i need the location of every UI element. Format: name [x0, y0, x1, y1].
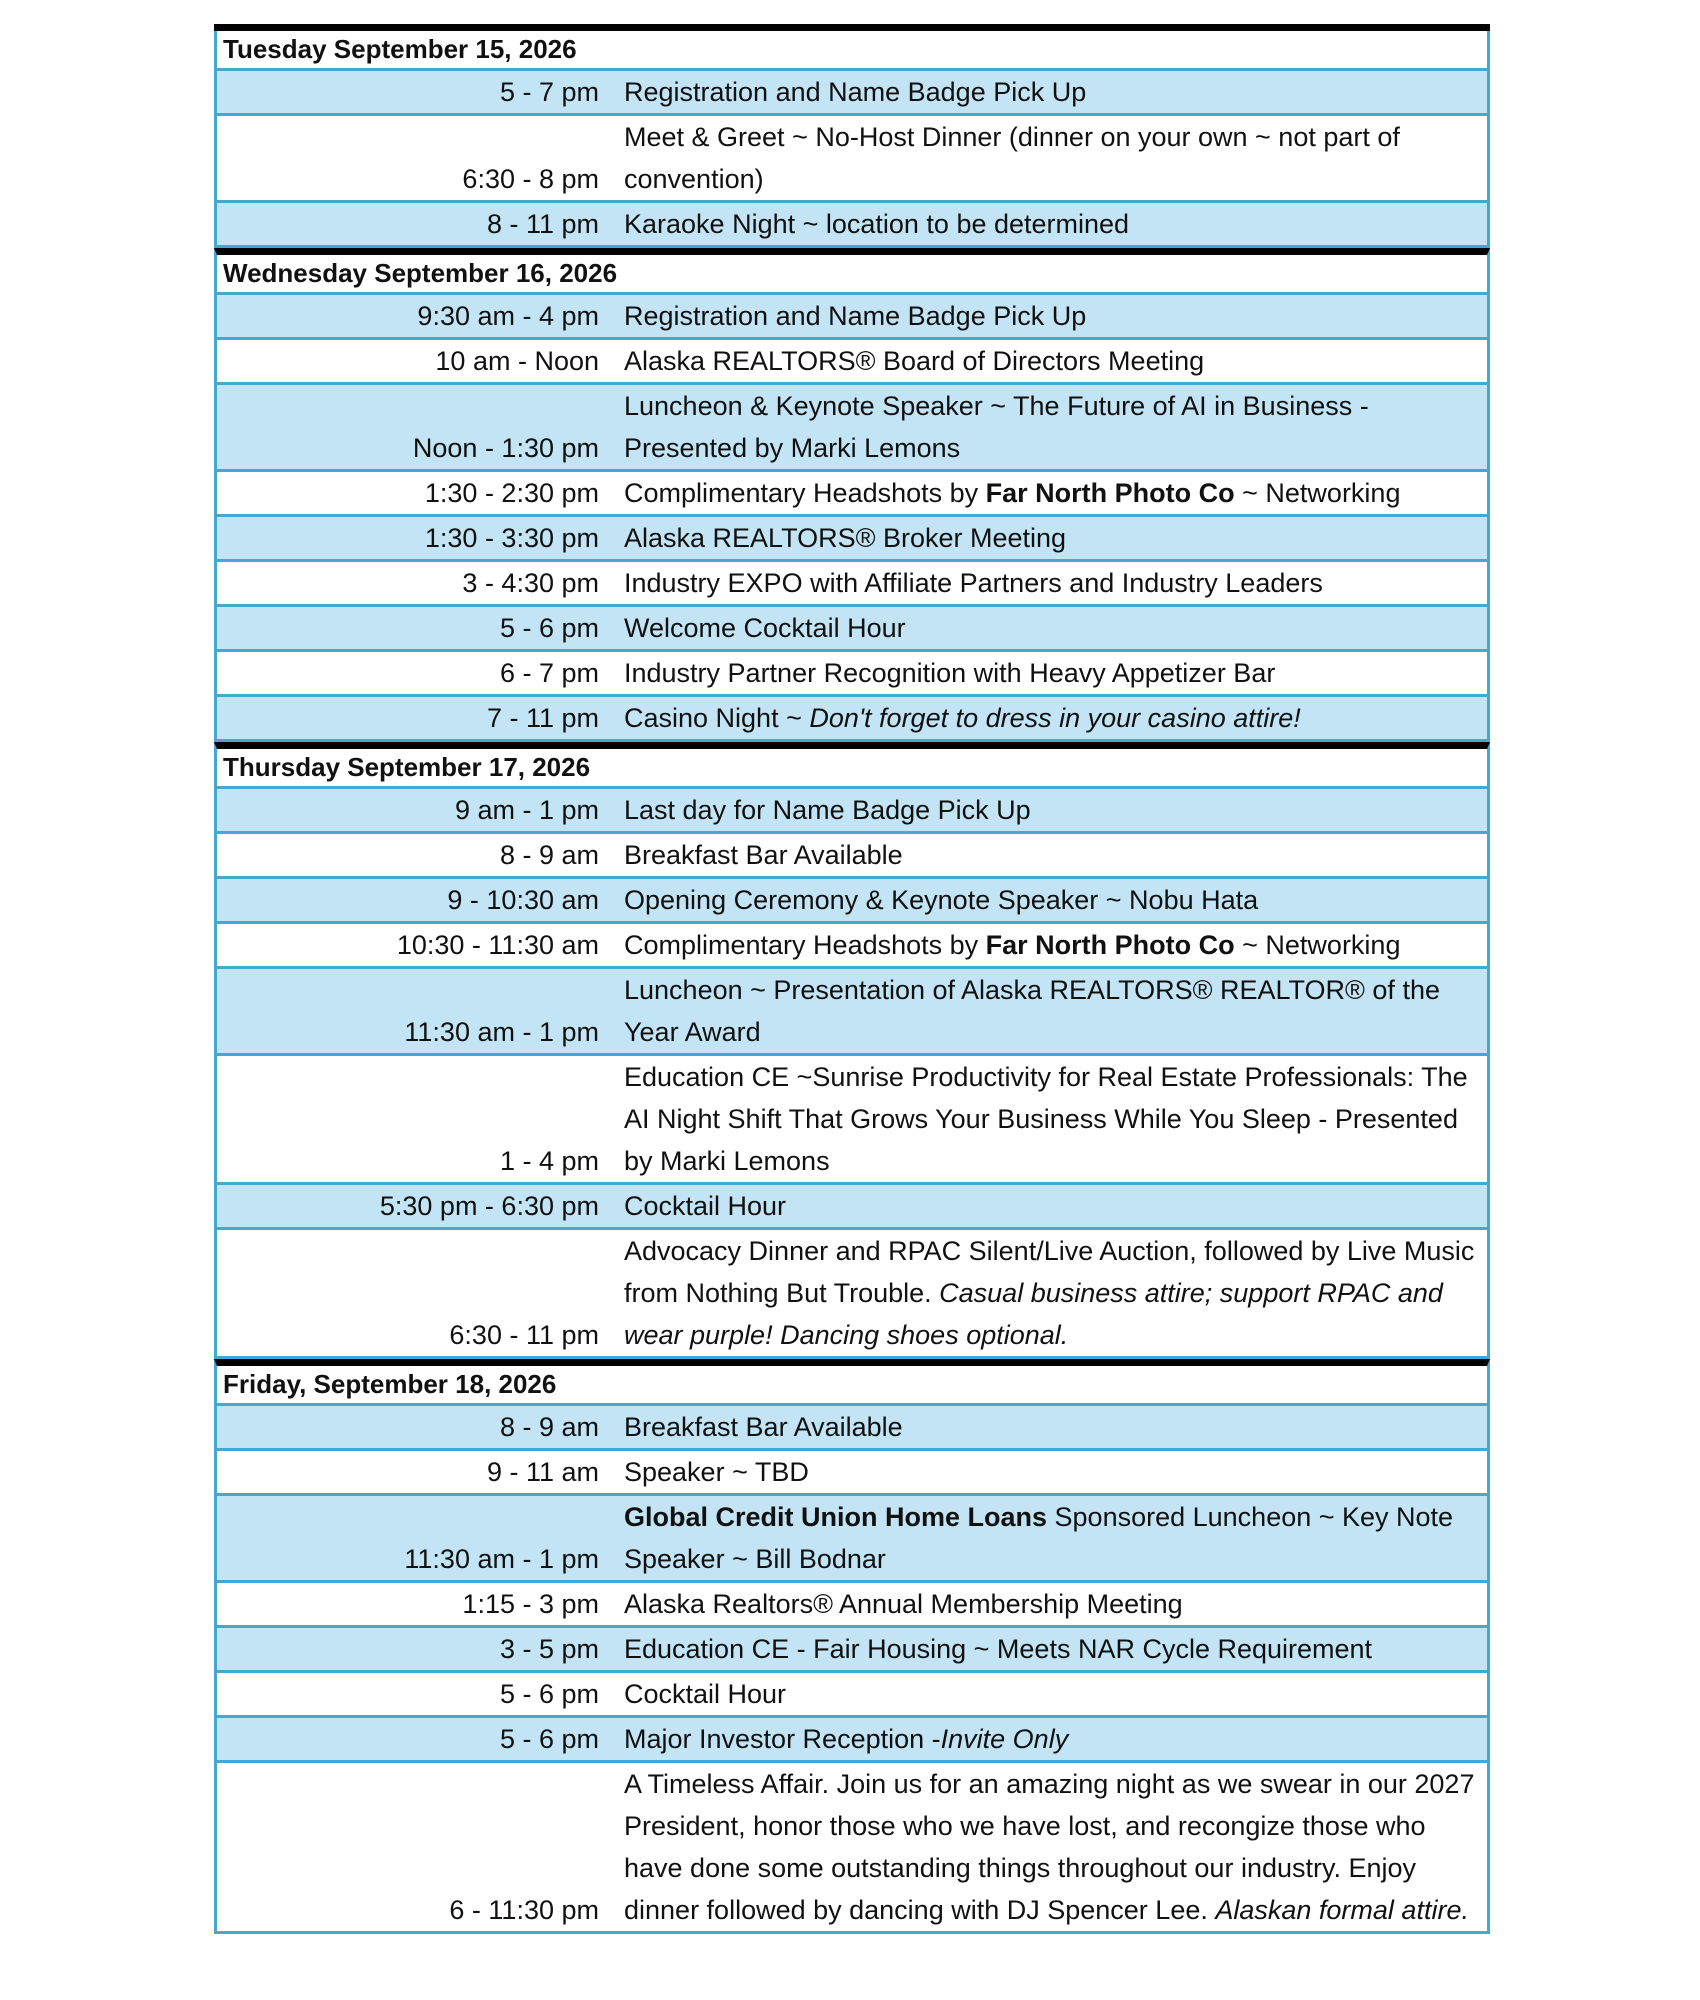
event-time: 8 - 9 am — [499, 1412, 599, 1442]
bold-text: Far North Photo Co — [985, 930, 1235, 960]
event-text: ~ Networking — [1234, 478, 1401, 508]
event-description — [624, 879, 1487, 921]
event-time: 9 - 10:30 am — [447, 885, 599, 915]
event-text: Alaska Realtors® Annual Membership Meeting — [624, 1589, 1183, 1619]
schedule-row — [217, 1670, 1487, 1715]
schedule-row — [217, 1760, 1487, 1934]
event-time: 7 - 11 pm — [486, 703, 599, 733]
schedule-row — [217, 469, 1487, 514]
event-time: 1:15 - 3 pm — [462, 1589, 599, 1619]
event-time: 1:30 - 2:30 pm — [424, 478, 599, 508]
event-time: 9:30 am - 4 pm — [417, 301, 599, 331]
schedule-row — [217, 559, 1487, 604]
event-time: 5 - 6 pm — [499, 1724, 599, 1754]
schedule-row — [217, 1227, 1487, 1359]
event-description — [624, 1673, 1487, 1715]
bold-text: Far North Photo Co — [985, 478, 1235, 508]
event-text: Last day for Name Badge Pick Up — [624, 795, 1031, 825]
event-text: Breakfast Bar Available — [624, 840, 903, 870]
day-section — [214, 31, 1490, 248]
event-text: Meet & Greet ~ No-Host Dinner (dinner on your own ~ not part of convention) — [624, 122, 1400, 194]
event-time: 3 - 5 pm — [499, 1634, 599, 1664]
day-header: Wednesday September 16, 2026 — [217, 255, 1487, 292]
event-description — [624, 295, 1487, 337]
schedule-row — [217, 1580, 1487, 1625]
event-description — [624, 562, 1487, 604]
event-description — [624, 1496, 1487, 1580]
schedule-row — [217, 1625, 1487, 1670]
schedule-row — [217, 694, 1487, 742]
event-description — [624, 340, 1487, 382]
event-time: 9 - 11 am — [486, 1457, 599, 1487]
schedule-row — [217, 113, 1487, 200]
event-time: 1 - 4 pm — [499, 1146, 599, 1176]
schedule-row — [217, 876, 1487, 921]
event-text: Breakfast Bar Available — [624, 1412, 903, 1442]
schedule-row — [217, 337, 1487, 382]
day-section — [214, 248, 1490, 742]
event-description — [624, 1763, 1487, 1931]
event-time: 10 am - Noon — [435, 346, 599, 376]
event-description — [624, 385, 1487, 469]
event-description — [624, 517, 1487, 559]
event-description — [624, 203, 1487, 245]
event-time: 3 - 4:30 pm — [462, 568, 599, 598]
schedule-row — [217, 200, 1487, 248]
event-text: Complimentary Headshots by — [624, 930, 986, 960]
event-time: 6:30 - 8 pm — [462, 164, 599, 194]
event-text: Sponsored Luncheon ~ Key Note Speaker ~ Bill Bodnar — [624, 1502, 1454, 1574]
event-text: A Timeless Affair. Join us for an amazing night as we swear in our 2027 President, honor those who we have lost, and recongize those who have done some outstanding things throughout our industry. Enjoy dinner followed by dancing with DJ Spencer Lee. — [624, 1769, 1475, 1925]
event-text: Cocktail Hour — [624, 1191, 787, 1221]
event-time: 8 - 9 am — [499, 840, 599, 870]
event-description — [624, 472, 1487, 514]
event-text: Industry EXPO with Affiliate Partners and Industry Leaders — [624, 568, 1323, 598]
event-text: Alaska REALTORS® Board of Directors Meeting — [624, 346, 1205, 376]
event-time: 11:30 am - 1 pm — [404, 1544, 599, 1574]
schedule-row — [217, 604, 1487, 649]
event-description — [624, 652, 1487, 694]
event-text: Karaoke Night ~ location to be determined — [624, 209, 1130, 239]
event-description — [624, 1185, 1487, 1227]
event-time: 5 - 6 pm — [499, 613, 599, 643]
event-time: 6 - 7 pm — [499, 658, 599, 688]
schedule-row — [217, 649, 1487, 694]
day-header: Tuesday September 15, 2026 — [217, 31, 1487, 68]
event-time: 5:30 pm - 6:30 pm — [379, 1191, 599, 1221]
event-text: Education CE ~Sunrise Productivity for Real Estate Professionals: The AI Night Shift That Grows Your Business While You Sleep - Presented by Marki Lemons — [624, 1062, 1468, 1176]
schedule-row — [217, 966, 1487, 1053]
event-description — [624, 1451, 1487, 1493]
day-section — [214, 742, 1490, 1359]
event-text: Cocktail Hour — [624, 1679, 787, 1709]
schedule-row — [217, 1182, 1487, 1227]
event-time: 11:30 am - 1 pm — [404, 1017, 599, 1047]
event-description — [624, 1056, 1487, 1182]
event-text: Casino Night ~ — [624, 703, 810, 733]
event-description — [624, 1230, 1487, 1356]
event-description — [624, 924, 1487, 966]
bold-text: Global Credit Union Home Loans — [624, 1502, 1048, 1532]
event-description — [624, 834, 1487, 876]
event-time: 10:30 - 11:30 am — [396, 930, 599, 960]
event-description — [624, 1628, 1487, 1670]
event-description — [624, 71, 1487, 113]
italic-text: Invite Only — [940, 1724, 1069, 1754]
schedule-row — [217, 1448, 1487, 1493]
event-description — [624, 116, 1487, 200]
event-time: Noon - 1:30 pm — [412, 433, 599, 463]
event-description — [624, 789, 1487, 831]
event-time: 6 - 11:30 pm — [449, 1895, 599, 1925]
schedule-row — [217, 514, 1487, 559]
event-time: 6:30 - 11 pm — [449, 1320, 599, 1350]
event-time: 1:30 - 3:30 pm — [424, 523, 599, 553]
schedule-row — [217, 382, 1487, 469]
schedule-row — [217, 1715, 1487, 1760]
schedule-row — [217, 921, 1487, 966]
event-text: Registration and Name Badge Pick Up — [624, 77, 1087, 107]
event-text: Education CE - Fair Housing ~ Meets NAR Cycle Requirement — [624, 1634, 1373, 1664]
event-text: Luncheon & Keynote Speaker ~ The Future of AI in Business - Presented by Marki Lemons — [624, 391, 1369, 463]
schedule-row — [217, 1403, 1487, 1448]
schedule-row — [217, 1493, 1487, 1580]
italic-text: Don't forget to dress in your casino attire! — [809, 703, 1301, 733]
italic-text: Alaskan formal attire. — [1215, 1895, 1469, 1925]
schedule-row — [217, 68, 1487, 113]
schedule-row — [217, 786, 1487, 831]
event-text: Opening Ceremony & Keynote Speaker ~ Nobu Hata — [624, 885, 1259, 915]
event-description — [624, 1583, 1487, 1625]
event-time: 5 - 7 pm — [499, 77, 599, 107]
day-section — [214, 1359, 1490, 1934]
event-text: Advocacy Dinner and RPAC Silent/Live Auction, followed by Live Music from Nothing But Trouble. — [624, 1236, 1475, 1308]
event-description — [624, 969, 1487, 1053]
event-time: 9 am - 1 pm — [454, 795, 599, 825]
event-text: Complimentary Headshots by — [624, 478, 986, 508]
schedule-row — [217, 292, 1487, 337]
event-description — [624, 697, 1487, 739]
event-text: Alaska REALTORS® Broker Meeting — [624, 523, 1067, 553]
schedule-row — [217, 1053, 1487, 1182]
event-text: Welcome Cocktail Hour — [624, 613, 906, 643]
event-time: 5 - 6 pm — [499, 1679, 599, 1709]
schedule-row — [217, 831, 1487, 876]
day-header: Thursday September 17, 2026 — [217, 749, 1487, 786]
event-text: Industry Partner Recognition with Heavy Appetizer Bar — [624, 658, 1276, 688]
event-description — [624, 1718, 1487, 1760]
event-text: Major Investor Reception - — [624, 1724, 941, 1754]
event-description — [624, 607, 1487, 649]
event-time: 8 - 11 pm — [486, 209, 599, 239]
event-text: ~ Networking — [1234, 930, 1401, 960]
event-text: Registration and Name Badge Pick Up — [624, 301, 1087, 331]
event-text: Luncheon ~ Presentation of Alaska REALTORS® REALTOR® of the Year Award — [624, 975, 1440, 1047]
italic-text: Casual business attire; support RPAC and wear purple! Dancing shoes optional. — [624, 1278, 1443, 1350]
event-text: Speaker ~ TBD — [624, 1457, 809, 1487]
event-description — [624, 1406, 1487, 1448]
convention-schedule — [214, 24, 1490, 1934]
day-header: Friday, September 18, 2026 — [217, 1366, 1487, 1403]
